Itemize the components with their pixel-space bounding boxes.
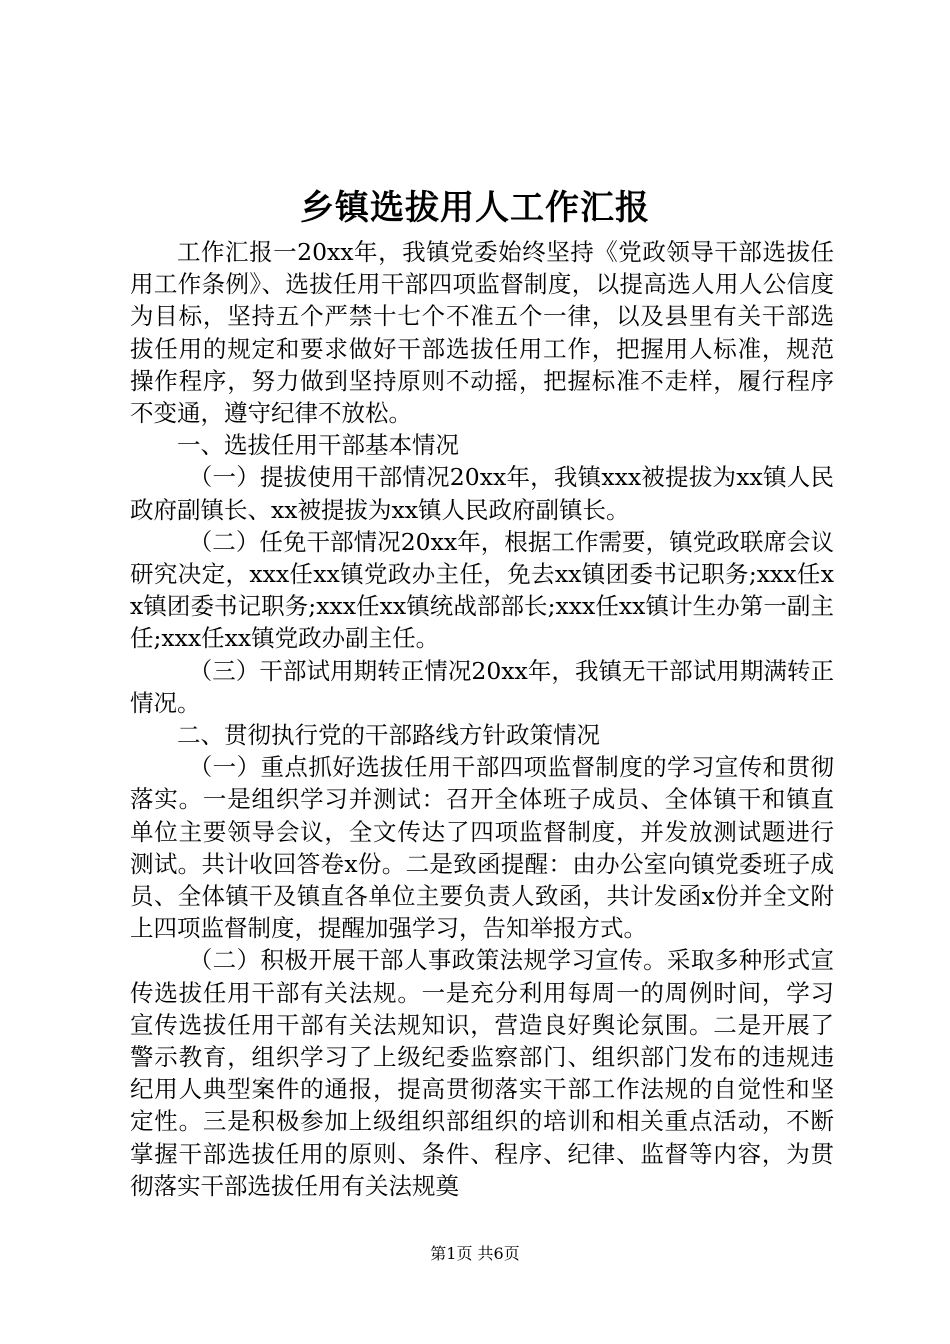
- paragraph-1-3: （三）干部试用期转正情况20xx年，我镇无干部试用期满转正情况。: [130, 656, 834, 717]
- paragraph-1-2: （二）任免干部情况20xx年，根据工作需要，镇党政联席会议研究决定，xxx任xx镇党政办主任，免去xx镇团委书记职务;xxx任xx镇团委书记职务;xxx任xx镇统战部部长;xxx任xx镇计生办第一副主任;xxx任xx镇党政办副主任。: [130, 527, 834, 653]
- section-heading-2: 二、贯彻执行党的干部路线方针政策情况: [177, 721, 600, 750]
- paragraph-1-1: （一）提拔使用干部情况20xx年，我镇xxx被提拔为xx镇人民政府副镇长、xx被提拔为xx镇人民政府副镇长。: [130, 463, 834, 524]
- page-footer: 第1页 共6页: [430, 1244, 520, 1263]
- document-body: [130, 236, 834, 1202]
- document-title: 乡镇选拔用人工作汇报: [300, 188, 650, 228]
- section-heading-1: 一、选拔任用干部基本情况: [177, 431, 459, 460]
- paragraph-2-2: （二）积极开展干部人事政策法规学习宣传。采取多种形式宣传选拔任用干部有关法规。一是充分利用每周一的周例时间，学习宣传选拔任用干部有关法规知识，营造良好舆论氛围。二是开展了警示教育，组织学习了上级纪委监察部门、组织部门发布的违规违纪用人典型案件的通报，提高贯彻落实干部工作法规的自觉性和坚定性。三是积极参加上级组织部组织的培训和相关重点活动，不断掌握干部选拔任用的原则、条件、程序、纪律、监督等内容，为贯彻落实干部选拔任用有关法规奠: [130, 946, 834, 1200]
- paragraph-2-1: （一）重点抓好选拔任用干部四项监督制度的学习宣传和贯彻落实。一是组织学习并测试：召开全体班子成员、全体镇干和镇直单位主要领导会议，全文传达了四项监督制度，并发放测试题进行测试。共计收回答卷x份。二是致函提醒：由办公室向镇党委班子成员、全体镇干及镇直各单位主要负责人致函，共计发函x份并全文附上四项监督制度，提醒加强学习，告知举报方式。: [130, 753, 834, 943]
- paragraph-intro: 工作汇报一20xx年，我镇党委始终坚持《党政领导干部选拔任用工作条例》、选拔任用干部四项监督制度，以提高选人用人公信度为目标，坚持五个严禁十七个不准五个一律，以及县里有关干部选拔任用的规定和要求做好干部选拔任用工作，把握用人标准，规范操作程序，努力做到坚持原则不动摇，把握标准不走样，履行程序不变通，遵守纪律不放松。: [130, 238, 834, 428]
